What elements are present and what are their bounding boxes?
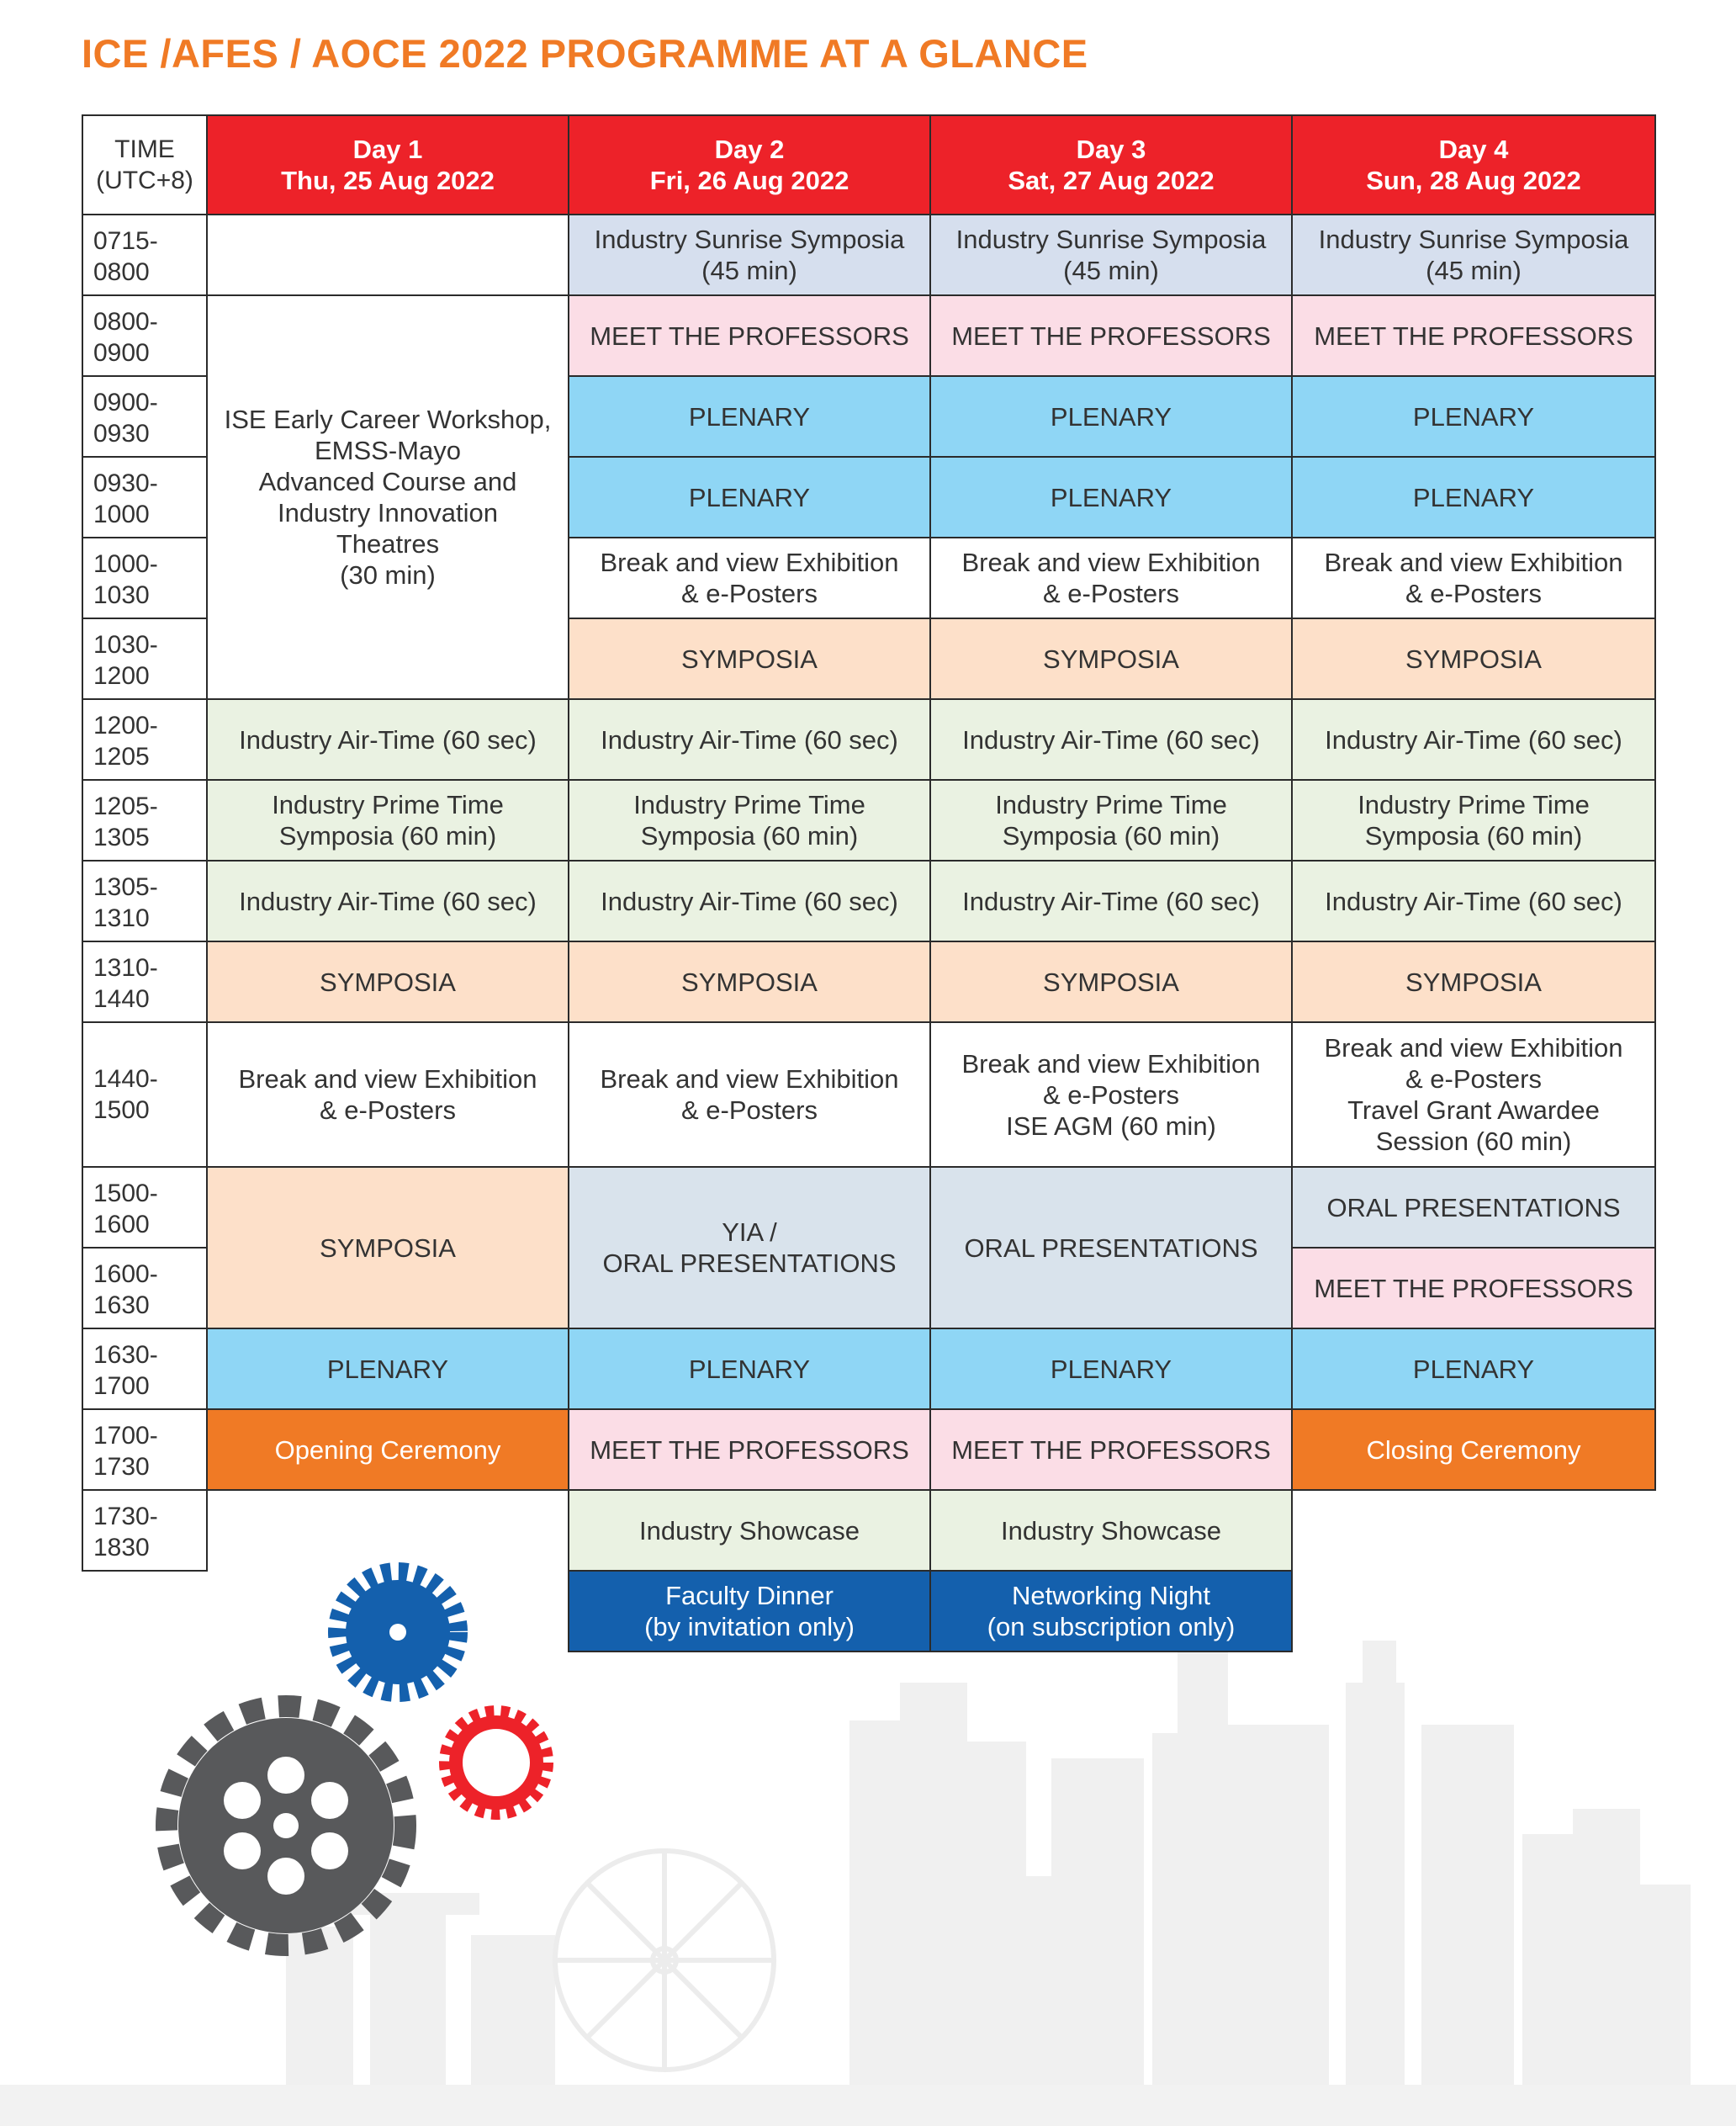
day3-oral-presentations: ORAL PRESENTATIONS (929, 1166, 1293, 1329)
day3-plenary: PLENARY (929, 1328, 1293, 1410)
gear-red-icon (446, 1712, 547, 1813)
day1-opening-ceremony: Opening Ceremony (206, 1408, 569, 1491)
day1-air-time: Industry Air-Time (60 sec) (206, 860, 569, 942)
header-day-1: Day 1 Thu, 25 Aug 2022 (206, 114, 569, 215)
time-slot: 1600- 1630 (82, 1247, 208, 1329)
day1-air-time: Industry Air-Time (60 sec) (206, 698, 569, 781)
day3-sunrise-symposia: Industry Sunrise Symposia (45 min) (929, 214, 1293, 296)
day4-plenary: PLENARY (1291, 456, 1656, 538)
time-slot: 1305- 1310 (82, 860, 208, 942)
day4-break-travel-grant: Break and view Exhibition & e-Posters Travel Grant Awardee Session (60 min) (1291, 1021, 1656, 1168)
time-slot: 1500- 1600 (82, 1166, 208, 1249)
header-day-4: Day 4 Sun, 28 Aug 2022 (1291, 114, 1656, 215)
day4-meet-professors: MEET THE PROFESSORS (1291, 294, 1656, 377)
gear-gray-icon (167, 1706, 405, 1945)
day4-air-time: Industry Air-Time (60 sec) (1291, 860, 1656, 942)
day1-prime-time: Industry Prime Time Symposia (60 min) (206, 779, 569, 862)
time-slot: 1000- 1030 (82, 537, 208, 619)
day2-industry-showcase: Industry Showcase (568, 1489, 931, 1572)
day4-air-time: Industry Air-Time (60 sec) (1291, 698, 1656, 781)
day1-plenary: PLENARY (206, 1328, 569, 1410)
day2-break: Break and view Exhibition & e-Posters (568, 537, 931, 619)
day1-symposia: SYMPOSIA (206, 1166, 569, 1329)
time-slot: 1310- 1440 (82, 941, 208, 1023)
day2-prime-time: Industry Prime Time Symposia (60 min) (568, 779, 931, 862)
gear-blue-icon (337, 1572, 458, 1693)
day2-plenary: PLENARY (568, 1328, 931, 1410)
day4-closing-ceremony: Closing Ceremony (1291, 1408, 1656, 1491)
day3-meet-professors: MEET THE PROFESSORS (929, 294, 1293, 377)
day3-plenary: PLENARY (929, 375, 1293, 458)
day1-workshop: ISE Early Career Workshop, EMSS-Mayo Advanced Course and Industry Innovation Theatres (30 min) (206, 294, 569, 700)
day4-symposia: SYMPOSIA (1291, 941, 1656, 1023)
time-slot: 1030- 1200 (82, 618, 208, 700)
day2-meet-professors: MEET THE PROFESSORS (568, 1408, 931, 1491)
day2-symposia: SYMPOSIA (568, 941, 931, 1023)
time-slot: 1730- 1830 (82, 1489, 208, 1572)
day2-faculty-dinner: Faculty Dinner (by invitation only) (568, 1570, 931, 1652)
time-slot: 0930- 1000 (82, 456, 208, 538)
day2-break: Break and view Exhibition & e-Posters (568, 1021, 931, 1168)
time-slot: 1200- 1205 (82, 698, 208, 781)
day3-air-time: Industry Air-Time (60 sec) (929, 698, 1293, 781)
day3-plenary: PLENARY (929, 456, 1293, 538)
day4-oral-presentations: ORAL PRESENTATIONS (1291, 1166, 1656, 1249)
day3-prime-time: Industry Prime Time Symposia (60 min) (929, 779, 1293, 862)
day3-symposia: SYMPOSIA (929, 941, 1293, 1023)
day2-sunrise-symposia: Industry Sunrise Symposia (45 min) (568, 214, 931, 296)
day4-break: Break and view Exhibition & e-Posters (1291, 537, 1656, 619)
day2-air-time: Industry Air-Time (60 sec) (568, 860, 931, 942)
day4-sunrise-symposia: Industry Sunrise Symposia (45 min) (1291, 214, 1656, 296)
header-day-2: Day 2 Fri, 26 Aug 2022 (568, 114, 931, 215)
time-slot: 1630- 1700 (82, 1328, 208, 1410)
day4-symposia: SYMPOSIA (1291, 618, 1656, 700)
day2-air-time: Industry Air-Time (60 sec) (568, 698, 931, 781)
day2-yia-oral-presentations: YIA / ORAL PRESENTATIONS (568, 1166, 931, 1329)
day3-meet-professors: MEET THE PROFESSORS (929, 1408, 1293, 1491)
time-slot: 1440- 1500 (82, 1021, 208, 1168)
day2-plenary: PLENARY (568, 375, 931, 458)
day2-meet-professors: MEET THE PROFESSORS (568, 294, 931, 377)
day3-industry-showcase: Industry Showcase (929, 1489, 1293, 1572)
time-slot: 1205- 1305 (82, 779, 208, 862)
page-title: ICE /AFES / AOCE 2022 PROGRAMME AT A GLANCE (82, 31, 1088, 76)
day3-networking-night: Networking Night (on subscription only) (929, 1570, 1293, 1652)
day1-empty-slot (206, 214, 569, 296)
day4-prime-time: Industry Prime Time Symposia (60 min) (1291, 779, 1656, 862)
time-slot: 0900- 0930 (82, 375, 208, 458)
time-slot: 0715- 0800 (82, 214, 208, 296)
day1-symposia: SYMPOSIA (206, 941, 569, 1023)
day1-break: Break and view Exhibition & e-Posters (206, 1021, 569, 1168)
day3-break-agm: Break and view Exhibition & e-Posters ISE AGM (60 min) (929, 1021, 1293, 1168)
header-time: TIME (UTC+8) (82, 114, 208, 215)
header-day-3: Day 3 Sat, 27 Aug 2022 (929, 114, 1293, 215)
day2-symposia: SYMPOSIA (568, 618, 931, 700)
day3-symposia: SYMPOSIA (929, 618, 1293, 700)
time-slot: 0800- 0900 (82, 294, 208, 377)
day4-plenary: PLENARY (1291, 1328, 1656, 1410)
day4-plenary: PLENARY (1291, 375, 1656, 458)
day3-air-time: Industry Air-Time (60 sec) (929, 860, 1293, 942)
day2-plenary: PLENARY (568, 456, 931, 538)
time-slot: 1700- 1730 (82, 1408, 208, 1491)
day3-break: Break and view Exhibition & e-Posters (929, 537, 1293, 619)
day4-meet-professors: MEET THE PROFESSORS (1291, 1247, 1656, 1329)
